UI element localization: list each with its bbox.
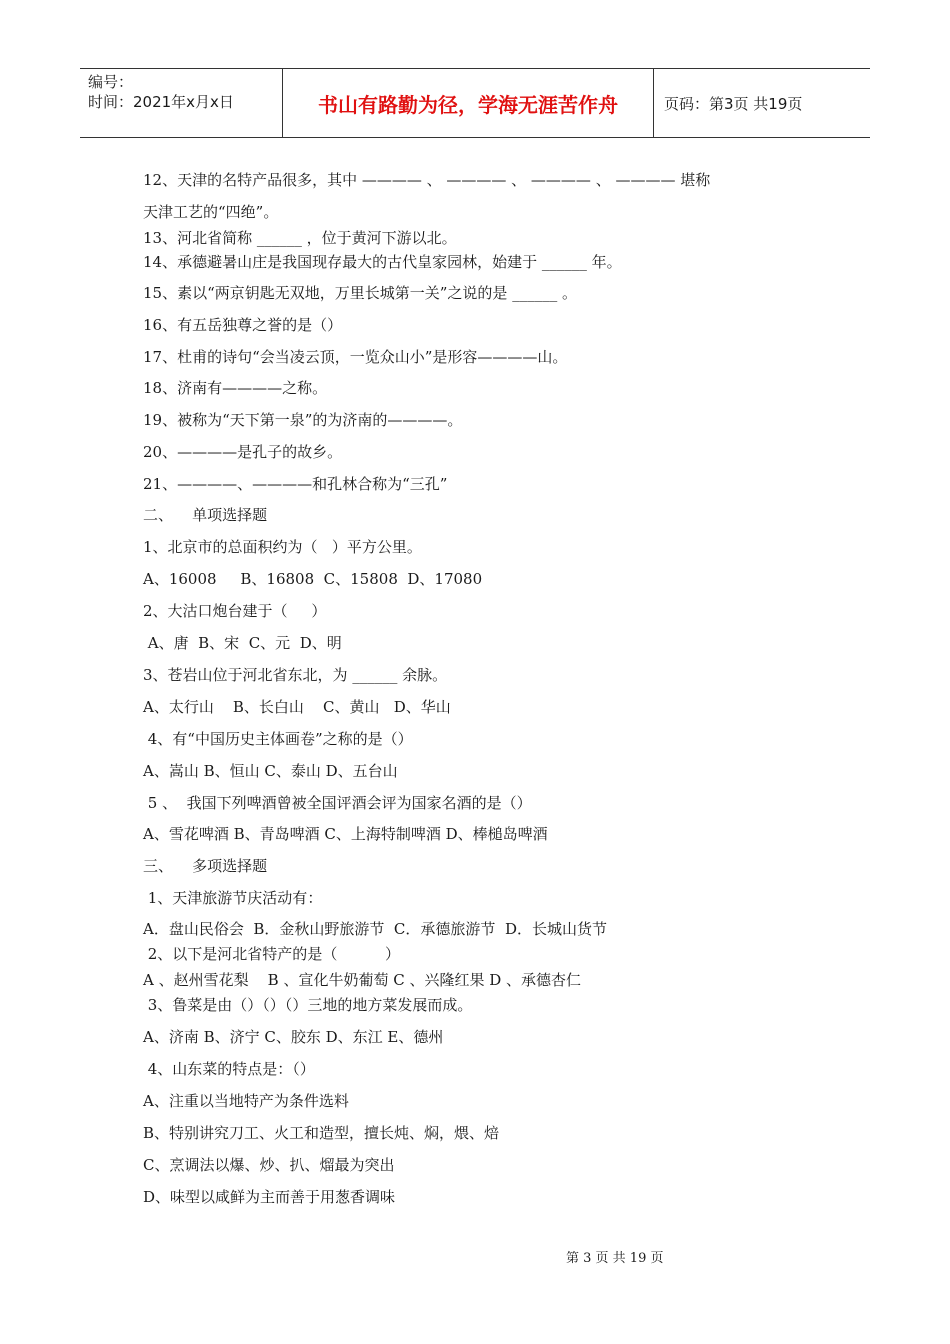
text-line: C、烹调法以爆、炒、扒、熘最为突出: [143, 1156, 395, 1174]
text-line: 1、北京市的总面积约为（ ）平方公里。: [143, 538, 422, 556]
text-line: A、嵩山 B、恒山 C、泰山 D、五台山: [143, 762, 398, 780]
header-page-label: 页码：第3页 共19页: [664, 94, 803, 113]
text-line: 2、以下是河北省特产的是（ ）: [143, 945, 400, 963]
text-line: 20、————是孔子的故乡。: [143, 443, 343, 461]
page-header: [80, 68, 870, 138]
text-line: A 、赵州雪花梨 B 、宣化牛奶葡萄 C 、兴隆红果 D 、承德杏仁: [143, 971, 582, 989]
header-motto: 书山有路勤为径，学海无涯苦作舟: [283, 69, 654, 137]
footer-page-number: 第 3 页 共 19 页: [566, 1251, 664, 1266]
text-line: 16、有五岳独尊之誉的是（）: [143, 316, 343, 334]
text-line: 2、大沽口炮台建于（ ）: [143, 602, 327, 620]
text-line: 3、苍岩山位于河北省东北，为 ______ 余脉。: [143, 666, 448, 684]
text-line: A、太行山 B、长白山 C、黄山 D、华山: [143, 698, 451, 716]
number-label: 编号：: [88, 73, 134, 91]
header-info-cell: [80, 69, 283, 137]
text-line: D、味型以咸鲜为主而善于用葱香调味: [143, 1188, 396, 1206]
text-line: A、唐 B、宋 C、元 D、明: [143, 634, 342, 652]
text-line: 12、天津的名特产品很多，其中 ———— 、 ———— 、 ———— 、 ———— 堪称: [143, 171, 711, 189]
text-line: B、特别讲究刀工、火工和造型，擅长炖、焖，煨、焙: [143, 1124, 500, 1142]
text-line: 天津工艺的“四绝”。: [143, 203, 279, 221]
text-line: A、雪花啤酒 B、青岛啤酒 C、上海特制啤酒 D、棒槌岛啤酒: [143, 825, 548, 843]
text-line: A．盘山民俗会 B．金秋山野旅游节 C．承德旅游节 D．长城山货节: [143, 920, 607, 938]
text-line: 三、 多项选择题: [143, 857, 268, 875]
text-line: A、注重以当地特产为条件选料: [143, 1092, 349, 1110]
text-line: 13、河北省简称 ______ ，位于黄河下游以北。: [143, 229, 457, 247]
date-label: 时间：2021年x月x日: [88, 93, 234, 111]
text-line: 15、素以“两京钥匙无双地，万里长城第一关”之说的是 ______ 。: [143, 284, 577, 302]
text-line: 14、承德避暑山庄是我国现存最大的古代皇家园林，始建于 ______ 年。: [143, 253, 622, 271]
text-line: 19、被称为“天下第一泉”的为济南的————。: [143, 411, 463, 429]
text-line: A、济南 B、济宁 C、胶东 D、东江 E、德州: [143, 1028, 444, 1046]
text-line: 1、天津旅游节庆活动有：: [143, 889, 323, 907]
text-line: 4、有“中国历史主体画卷”之称的是（）: [143, 730, 413, 748]
text-line: 4、山东菜的特点是：（）: [143, 1060, 315, 1078]
text-line: 18、济南有————之称。: [143, 379, 328, 397]
text-line: 21、————、————和孔林合称为“三孔”: [143, 475, 448, 493]
text-line: A、16008 B、16808 C、15808 D、17080: [143, 570, 483, 588]
text-line: 17、杜甫的诗句“会当凌云顶，一览众山小”是形容————山。: [143, 348, 568, 366]
text-line: 3、鲁菜是由（）（）（）三地的地方菜发展而成。: [143, 996, 473, 1014]
text-line: 二、 单项选择题: [143, 506, 268, 524]
text-line: 5 、 我国下列啤酒曾被全国评酒会评为国家名酒的是（）: [143, 794, 532, 812]
